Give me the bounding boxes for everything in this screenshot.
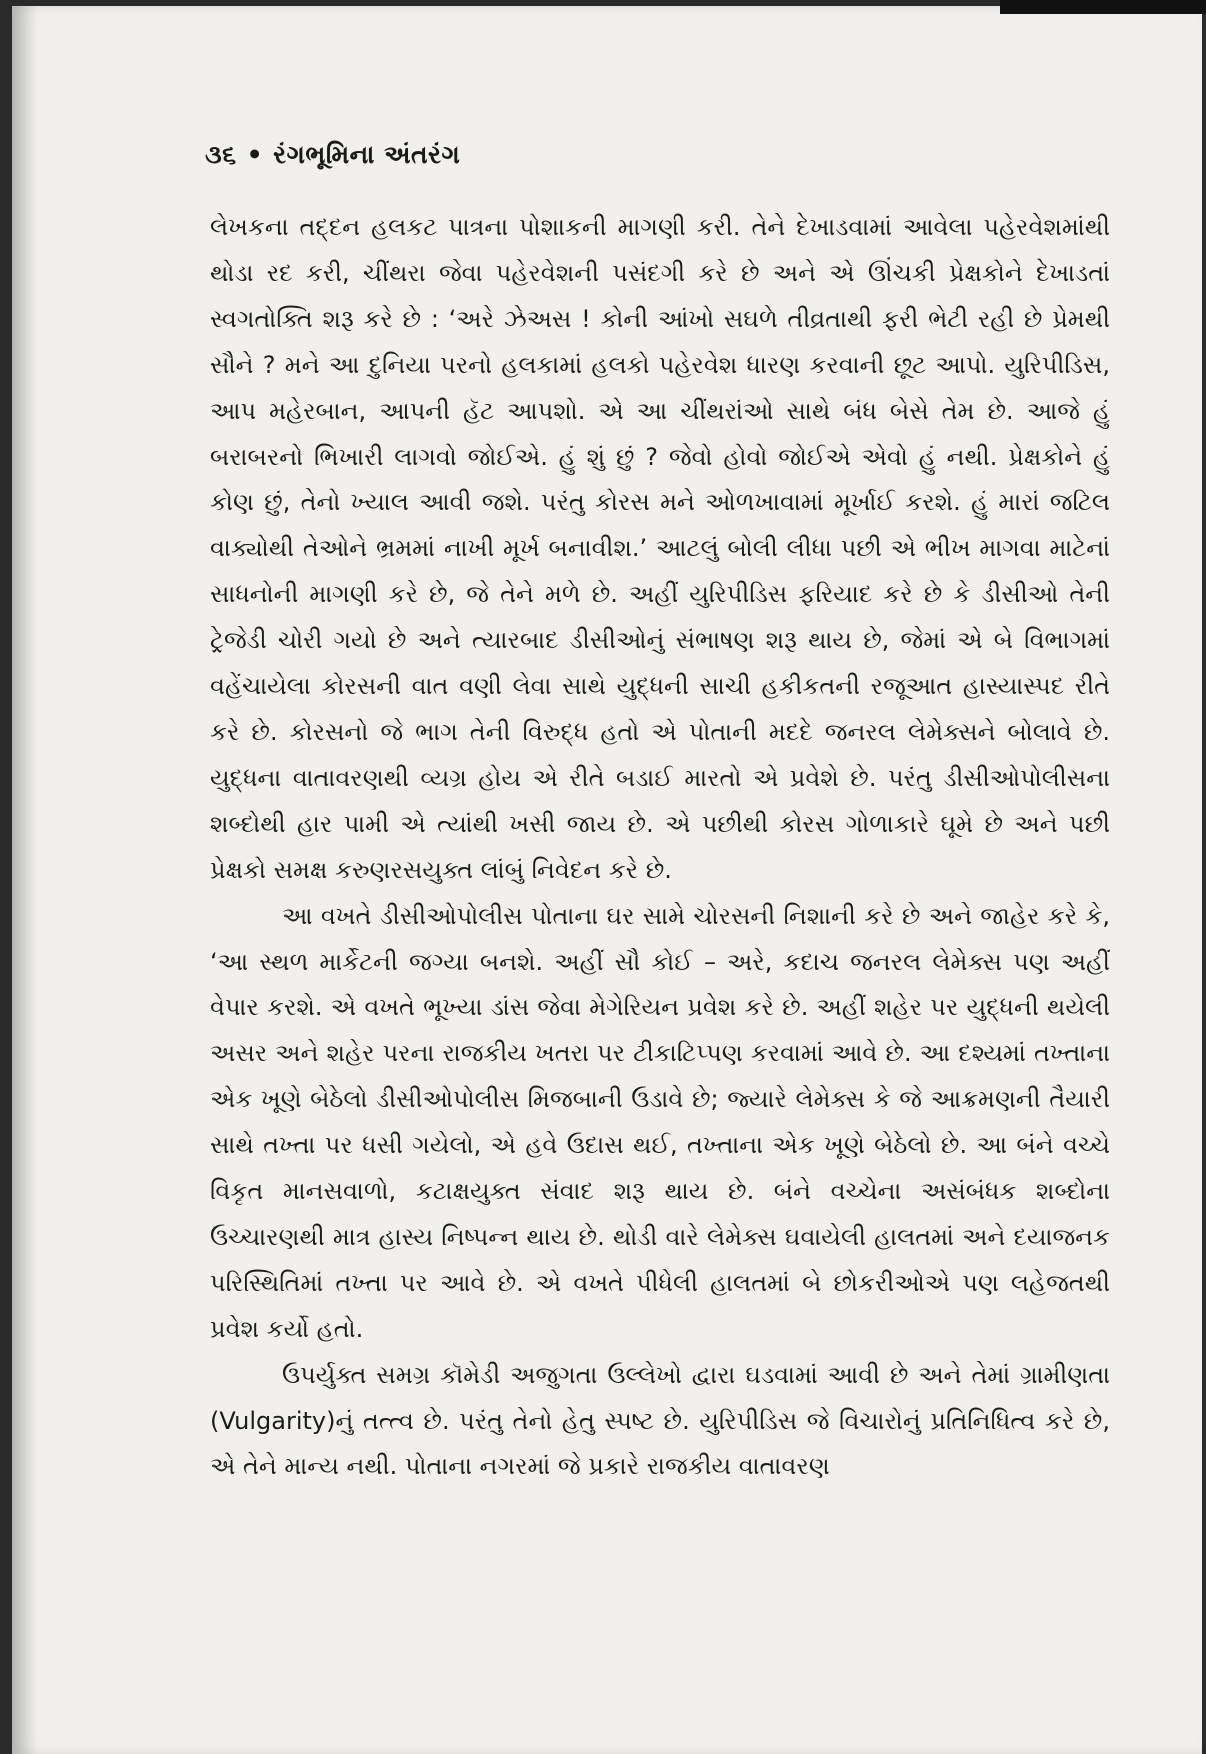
page-header: [205, 140, 460, 170]
page-number: ૩૬: [205, 140, 237, 169]
page-body: [210, 205, 1110, 1490]
paragraph-1: લેખકના તદ્દન હલકટ પાત્રના પોશાકની માગણી કરી. તેને દેખાડવામાં આવેલા પહેરવેશમાંથી થોડા રદ કરી, ચીંથરા જેવા પહેરવેશની પસંદગી કરે છે અને એ ઊંચકી પ્રેક્ષકોને દેખાડતાં સ્વગતોક્તિ શરૂ કરે છે : ‘અરે ઝેઅસ ! કોની આંખો સઘળે તીવ્રતાથી ફરી ભેટી રહી છે પ્રેમથી સૌને ? મને આ દુનિયા પરનો હલકામાં હલકો પહેરવેશ ધારણ કરવાની છૂટ આપો. યુરિપીડિસ, આપ મહેરબાન, આપની હૅટ આપશો. એ આ ચીંથરાંઓ સાથે બંધ બેસે તેમ છે. આજે હું બરાબરનો ભિખારી લાગવો જોઈએ. હું શું છું ? જેવો હોવો જોઈએ એવો હું નથી. પ્રેક્ષકોને હું કોણ છું, તેનો ખ્યાલ આવી જશે. પરંતુ કોરસ મને ઓળખાવામાં મૂર્ખાઈ કરશે. હું મારાં જટિલ વાક્યોથી તેઓને ભ્રમમાં નાખી મૂર્ખ બનાવીશ.’ આટલું બોલી લીધા પછી એ ભીખ માગવા માટેનાં સાધનોની માગણી કરે છે, જે તેને મળે છે. અહીં યુરિપીડિસ ફરિયાદ કરે છે કે ડીસીઓ તેની ટ્રેજેડી ચોરી ગયો છે અને ત્યારબાદ ડીસીઓનું સંભાષણ શરૂ થાય છે, જેમાં એ બે વિભાગમાં વહેંચાયેલા કોરસની વાત વણી લેવા સાથે યુદ્ધની સાચી હકીકતની રજૂઆત હાસ્યાસ્પદ રીતે કરે છે. કોરસનો જે ભાગ તેની વિરુદ્ધ હતો એ પોતાની મદદે જનરલ લેમેક્સને બોલાવે છે. યુદ્ધના વાતાવરણથી વ્યગ્ર હોય એ રીતે બડાઈ મારતો એ પ્રવેશે છે. પરંતુ ડીસીઓપોલીસના શબ્દોથી હાર પામી એ ત્યાંથી ખસી જાય છે. એ પછીથી કોરસ ગોળાકારે ઘૂમે છે અને પછી પ્રેક્ષકો સમક્ષ કરુણરસયુક્ત લાંબું નિવેદન કરે છે.: [210, 213, 1110, 884]
header-separator: •: [246, 140, 264, 169]
book-title: રંગભૂમિના અંતરંગ: [273, 140, 461, 169]
paragraph-3: ઉપર્યુક્ત સમગ્ર કૉમેડી અજુગતા ઉલ્લેખો દ્વારા ઘડવામાં આવી છે અને તેમાં ગ્રામીણતા (Vulgarity)નું તત્ત્વ છે. પરંતુ તેનો હેતુ સ્પષ્ટ છે. યુરિપીડિસ જે વિચારોનું પ્રતિનિધિત્વ કરે છે, એ તેને માન્ય નથી. પોતાના નગરમાં જે પ્રકારે રાજકીય વાતાવરણ: [210, 1360, 1110, 1481]
binding-shadow: [12, 6, 38, 1754]
paragraph-2: આ વખતે ડીસીઓપોલીસ પોતાના ઘર સામે ચોરસની નિશાની કરે છે અને જાહેર કરે કે, ‘આ સ્થળ માર્કેટની જગ્યા બનશે. અહીં સૌ કોઈ – અરે, કદાચ જનરલ લેમેક્સ પણ અહીં વેપાર કરશે. એ વખતે ભૂખ્યા ડાંસ જેવા મેગેરિયન પ્રવેશ કરે છે. અહીં શહેર પર યુદ્ધની થયેલી અસર અને શહેર પરના રાજકીય ખતરા પર ટીકાટિપ્પણ કરવામાં આવે છે. આ દશ્યમાં તખ્તાના એક ખૂણે બેઠેલો ડીસીઓપોલીસ મિજબાની ઉડાવે છે; જ્યારે લેમેક્સ કે જે આક્રમણની તૈયારી સાથે તખ્તા પર ધસી ગયેલો, એ હવે ઉદાસ થઈ, તખ્તાના એક ખૂણે બેઠેલો છે. આ બંને વચ્ચે વિકૃત માનસવાળો, કટાક્ષયુક્ત સંવાદ શરૂ થાય છે. બંને વચ્ચેના અસંબંધક શબ્દોના ઉચ્ચારણથી માત્ર હાસ્ય નિષ્પન્ન થાય છે. થોડી વારે લેમેક્સ ઘવાયેલી હાલતમાં અને દયાજનક પરિસ્થિતિમાં તખ્તા પર આવે છે. એ વખતે પીધેલી હાલતમાં બે છોકરીઓએ પણ લહેજતથી પ્રવેશ કર્યો હતો.: [210, 901, 1110, 1343]
scan-edge: [1000, 0, 1206, 14]
